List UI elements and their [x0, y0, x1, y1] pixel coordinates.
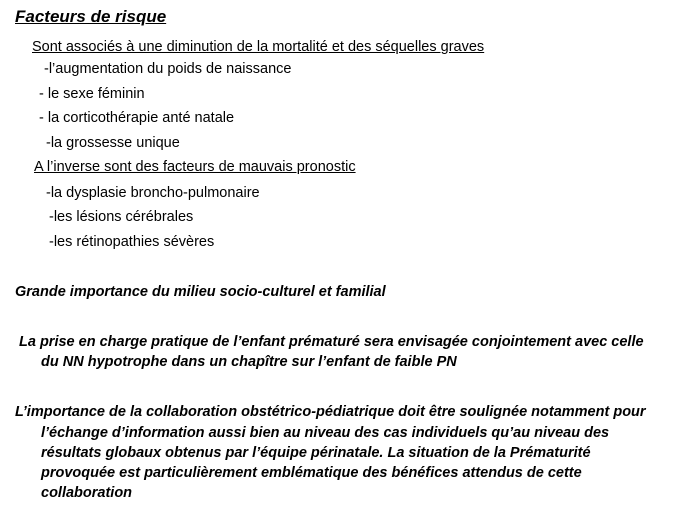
list-item-brain-lesions: -les lésions cérébrales [49, 209, 194, 225]
paragraph-collaboration-line1: L’importance de la collaboration obstétrico-pédiatrique doit être soulignée notamment pour [15, 404, 646, 420]
list-item-bronchopulmonary-dysplasia: -la dysplasie broncho-pulmonaire [46, 185, 260, 201]
paragraph-socio-cultural: Grande importance du milieu socio-culturel et familial [15, 284, 386, 300]
paragraph-collaboration-line4: provoquée est particulièrement emblématique des bénéfices attendus de cette [41, 465, 582, 481]
paragraph-collaboration-line3: résultats globaux obtenus par l’équipe périnatale. La situation de la Prématurité [41, 445, 591, 461]
paragraph-collaboration-line5: collaboration [41, 485, 133, 501]
list-item-birth-weight: -l’augmentation du poids de naissance [44, 61, 292, 77]
paragraph-management-line2: du NN hypotrophe dans un chapître sur l’enfant de faible PN [41, 354, 457, 370]
section-heading-favorable: Sont associés à une diminution de la mortalité et des séquelles graves [32, 39, 485, 55]
list-item-retinopathies: -les rétinopathies sévères [49, 234, 215, 250]
list-item-corticotherapy: - la corticothérapie anté natale [39, 110, 235, 126]
list-item-female-sex: - le sexe féminin [39, 86, 145, 102]
slide-title: Facteurs de risque [15, 7, 167, 26]
paragraph-collaboration-line2: l’échange d’information aussi bien au niveau des cas individuels qu’au niveau des [41, 425, 610, 441]
paragraph-management-line1: La prise en charge pratique de l’enfant prématuré sera envisagée conjointement avec celle [19, 334, 644, 350]
list-item-single-pregnancy: -la grossesse unique [46, 135, 180, 151]
section-heading-poor-prognosis: A l’inverse sont des facteurs de mauvais pronostic [34, 159, 356, 175]
